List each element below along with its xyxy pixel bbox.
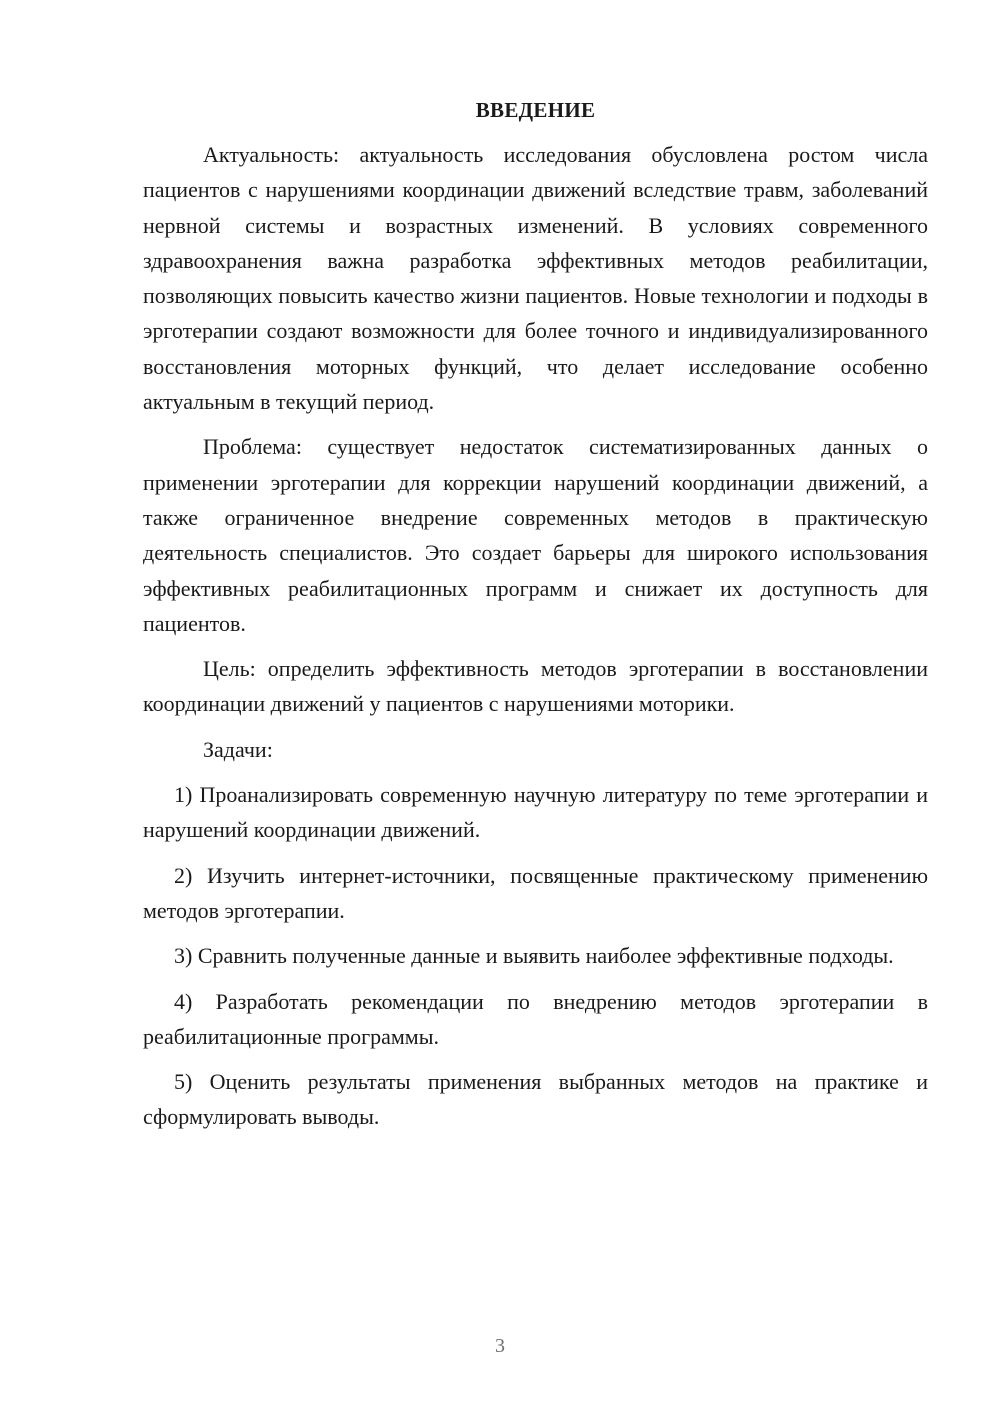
paragraph-relevance: Актуальность: актуальность исследования обусловлена ростом числа пациентов с нарушениями координации движений вследствие травм, заболеваний нервной системы и возрастных изменений. В условиях современного здравоохранения важна разработка эффективных методов реабилитации, позволяющих повысить качество жизни пациентов. Новые технологии и подходы в эрготерапии создают возможности для более точного и индивидуализированного восстановления моторных функций, что делает исследование особенно актуальным в текущий период. <box>143 142 928 415</box>
tasks-label: Задачи: <box>203 736 273 762</box>
task-item-5: 5) Оценить результаты применения выбранных методов на практике и сформулировать выводы. <box>143 1069 928 1130</box>
paragraph-problem: Проблема: существует недостаток систематизированных данных о применении эрготерапии для коррекции нарушений координации движений, а также ограниченное внедрение современных методов в практическую деятельность специалистов. Это создает барьеры для широкого использования эффективных реабилитационных программ и снижает их доступность для пациентов. <box>143 434 928 636</box>
task-item-3: 3) Сравнить полученные данные и выявить наиболее эффективные подходы. <box>174 943 894 969</box>
task-item-4: 4) Разработать рекомендации по внедрению методов эрготерапии в реабилитационные программы. <box>143 988 928 1049</box>
task-item-2: 2) Изучить интернет-источники, посвященные практическому применению методов эрготерапии. <box>143 862 928 923</box>
page-content <box>143 95 928 1145</box>
page-number: 3 <box>495 1335 505 1357</box>
section-title: ВВЕДЕНИЕ <box>475 98 596 122</box>
task-item-1: 1) Проанализировать современную научную литературу по теме эрготерапии и нарушений координации движений. <box>143 782 928 843</box>
paragraph-goal: Цель: определить эффективность методов эрготерапии в восстановлении координации движений у пациентов с нарушениями моторики. <box>143 656 928 717</box>
